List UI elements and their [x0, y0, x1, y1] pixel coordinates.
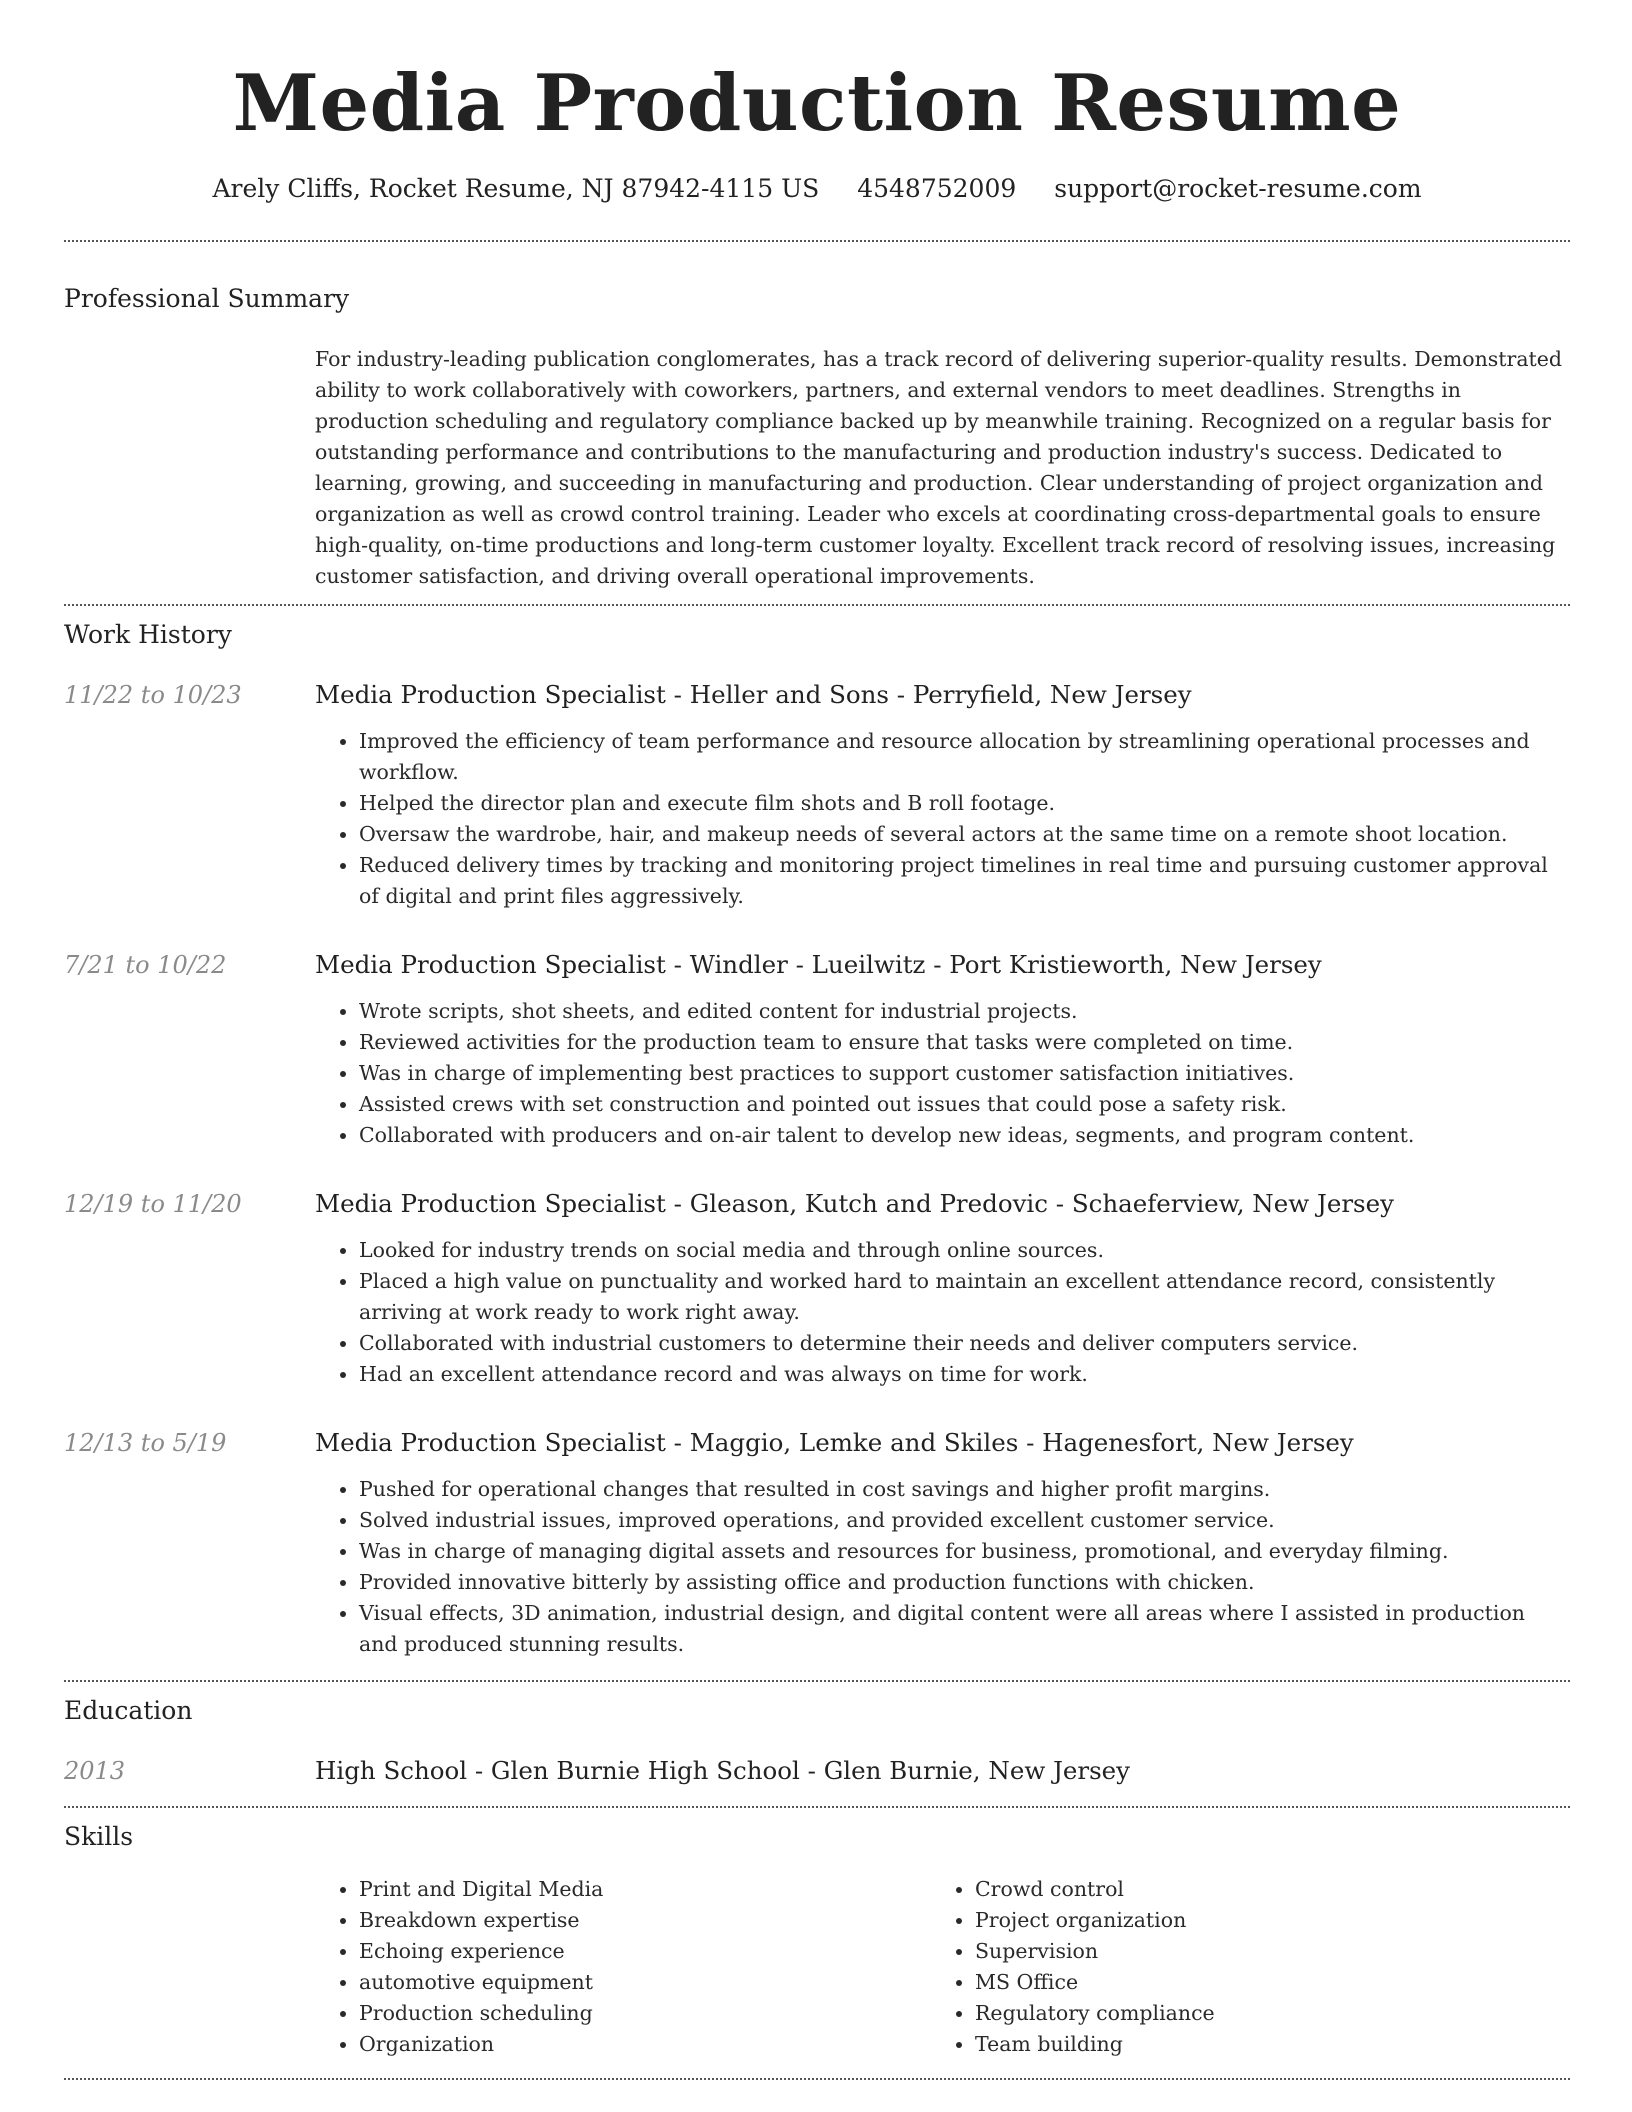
- summary-text: For industry-leading publication conglomerates, has a track record of delivering superior-quality results. Demonstrated ability to work collaboratively with coworkers, partners, and external vendors to meet deadlines. Strengths in production scheduling and regulatory compliance backed up by meanwhile training. Recognized on a regular basis for outstanding performance and contributions to the manufacturing and production industry's success. Dedicated to learning, growing, and succeeding in manufacturing and production. Clear understanding of project organization and organization as well as crowd control training. Leader who excels at coordinating cross-departmental goals to ensure high-quality, on-time productions and long-term customer loyalty. Excellent track record of resolving issues, increasing customer satisfaction, and driving overall operational improvements.: [315, 347, 1563, 588]
- education-year: 2013: [64, 1757, 126, 1785]
- contact-line: [64, 172, 1570, 206]
- section-title-skills: Skills: [64, 1822, 134, 1851]
- section-title-work-history: Work History: [64, 620, 232, 649]
- skill-item: • automotive equipment: [359, 1967, 931, 1998]
- skill-item: • Breakdown expertise: [359, 1905, 931, 1936]
- skill-item: • Production scheduling: [359, 1998, 931, 2029]
- section-title-summary: Professional Summary: [64, 284, 350, 313]
- job-bullet: • Oversaw the wardrobe, hair, and makeup needs of several actors at the same time on a remote shoot location.: [359, 819, 1570, 850]
- job-title: Media Production Specialist: [315, 1189, 666, 1218]
- skill-item: • MS Office: [975, 1967, 1547, 1998]
- job-dates: 12/19 to 11/20: [64, 1190, 242, 1218]
- skill-item: • Project organization: [975, 1905, 1547, 1936]
- job-title: Media Production Specialist: [315, 950, 666, 979]
- education-school: - Glen Burnie High School - Glen Burnie, New Jersey: [467, 1756, 1131, 1785]
- skills-list: [315, 1874, 1570, 2060]
- divider: [64, 2078, 1570, 2080]
- job-bullets: [359, 1474, 1570, 1660]
- job-bullet: • Reduced delivery times by tracking and monitoring project timelines in real time and pursuing customer approval of digital and print files aggressively.: [359, 850, 1570, 912]
- job-bullet: • Assisted crews with set construction and pointed out issues that could pose a safety risk.: [359, 1089, 1570, 1120]
- education-entry: [64, 1754, 1570, 1788]
- contact-phone: 4548752009: [857, 174, 1017, 203]
- job-bullet: • Solved industrial issues, improved operations, and provided excellent customer service.: [359, 1505, 1570, 1536]
- job-bullet: • Had an excellent attendance record and was always on time for work.: [359, 1359, 1570, 1390]
- skill-item: • Organization: [359, 2029, 931, 2060]
- job-title: Media Production Specialist: [315, 1428, 666, 1457]
- skill-item: • Echoing experience: [359, 1936, 931, 1967]
- job-bullet: • Collaborated with industrial customers to determine their needs and deliver computers service.: [359, 1328, 1570, 1359]
- education-heading: [315, 1754, 1130, 1788]
- job-entry: [64, 1426, 1570, 1660]
- job-body: [315, 1426, 1570, 1660]
- job-bullets: [359, 996, 1570, 1151]
- job-title: Media Production Specialist: [315, 680, 666, 709]
- skills-column-right: [975, 1874, 1547, 2060]
- job-dates: 12/13 to 5/19: [64, 1429, 227, 1457]
- job-bullet: • Was in charge of managing digital assets and resources for business, promotional, and everyday filming.: [359, 1536, 1570, 1567]
- job-employer: - Gleason, Kutch and Predovic - Schaeferview, New Jersey: [665, 1189, 1394, 1218]
- job-bullet: • Wrote scripts, shot sheets, and edited content for industrial projects.: [359, 996, 1570, 1027]
- job-bullets: [359, 726, 1570, 912]
- resume-page: [64, 0, 1570, 2080]
- job-bullet: • Improved the efficiency of team performance and resource allocation by streamlining operational processes and workflow.: [359, 726, 1570, 788]
- job-dates: 7/21 to 10/22: [64, 951, 227, 979]
- skills-column-left: [359, 1874, 931, 2060]
- skill-item: • Regulatory compliance: [975, 1998, 1547, 2029]
- job-entry: [64, 948, 1570, 1151]
- job-heading: [315, 1426, 1570, 1460]
- job-employer: - Heller and Sons - Perryfield, New Jersey: [665, 680, 1192, 709]
- job-employer: - Maggio, Lemke and Skiles - Hagenesfort, New Jersey: [665, 1428, 1354, 1457]
- job-heading: [315, 678, 1570, 712]
- job-body: [315, 678, 1570, 912]
- job-entry: [64, 678, 1570, 912]
- contact-email: support@rocket-resume.com: [1054, 174, 1422, 203]
- job-entry: [64, 1187, 1570, 1390]
- section-title-education: Education: [64, 1696, 193, 1725]
- job-bullet: • Pushed for operational changes that resulted in cost savings and higher profit margins.: [359, 1474, 1570, 1505]
- divider: [64, 1680, 1570, 1682]
- job-bullet: • Placed a high value on punctuality and worked hard to maintain an excellent attendance record, consistently arriving at work ready to work right away.: [359, 1266, 1570, 1328]
- job-bullet: • Helped the director plan and execute film shots and B roll footage.: [359, 788, 1570, 819]
- job-bullets: [359, 1235, 1570, 1390]
- job-heading: [315, 1187, 1570, 1221]
- job-bullet: • Visual effects, 3D animation, industrial design, and digital content were all areas where I assisted in production and produced stunning results.: [359, 1598, 1570, 1660]
- job-employer: - Windler - Lueilwitz - Port Kristieworth, New Jersey: [665, 950, 1322, 979]
- job-bullet: • Reviewed activities for the production team to ensure that tasks were completed on time.: [359, 1027, 1570, 1058]
- job-dates: 11/22 to 10/23: [64, 681, 242, 709]
- job-body: [315, 1187, 1570, 1390]
- resume-title: Media Production Resume: [232, 58, 1402, 149]
- divider: [64, 240, 1570, 242]
- contact-address: Arely Cliffs, Rocket Resume, NJ 87942-4115 US: [212, 174, 820, 203]
- job-bullet: • Looked for industry trends on social media and through online sources.: [359, 1235, 1570, 1266]
- skill-item: • Team building: [975, 2029, 1547, 2060]
- divider: [64, 604, 1570, 606]
- job-bullet: • Was in charge of implementing best practices to support customer satisfaction initiatives.: [359, 1058, 1570, 1089]
- skill-item: • Supervision: [975, 1936, 1547, 1967]
- job-bullet: • Provided innovative bitterly by assisting office and production functions with chicken.: [359, 1567, 1570, 1598]
- skill-item: • Print and Digital Media: [359, 1874, 931, 1905]
- job-bullet: • Collaborated with producers and on-air talent to develop new ideas, segments, and program content.: [359, 1120, 1570, 1151]
- divider: [64, 1806, 1570, 1808]
- skill-item: • Crowd control: [975, 1874, 1547, 1905]
- education-degree: High School: [315, 1756, 468, 1785]
- job-body: [315, 948, 1570, 1151]
- job-heading: [315, 948, 1570, 982]
